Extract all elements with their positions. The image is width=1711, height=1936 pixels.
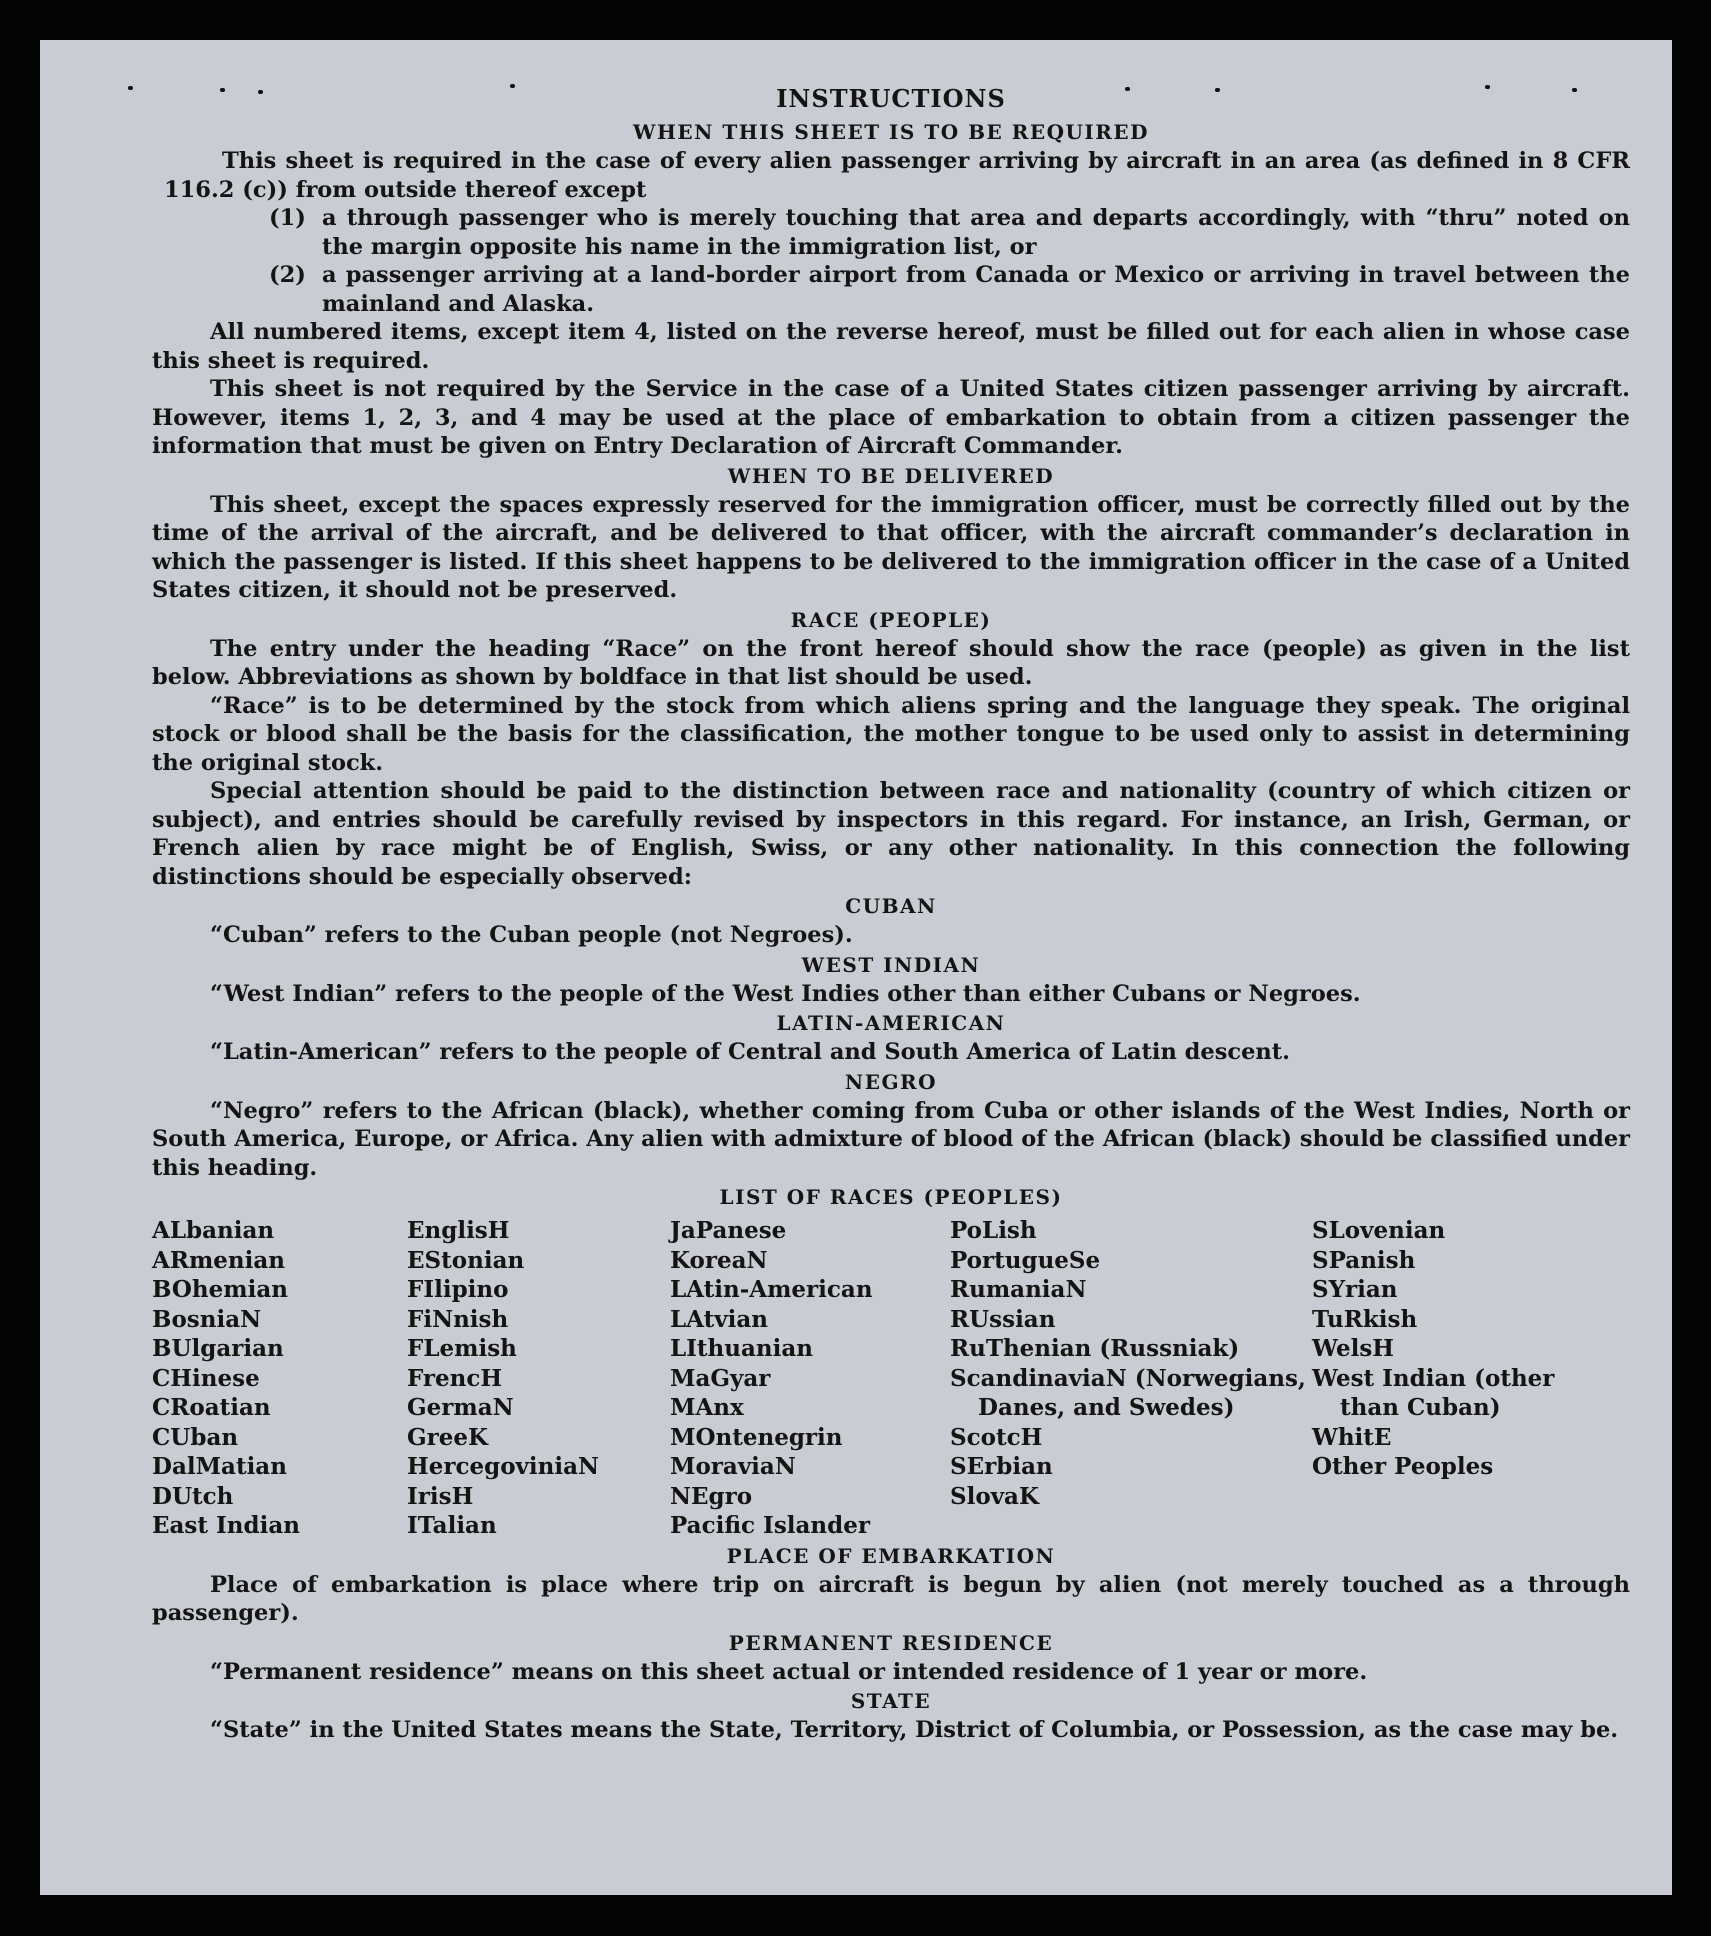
cuban-definition: “Cuban” refers to the Cuban people (not Negroes). bbox=[210, 922, 853, 948]
race-item: FIlipino bbox=[407, 1276, 509, 1303]
race-item: LAtvian bbox=[670, 1305, 768, 1333]
races-column-1 bbox=[152, 1216, 407, 1541]
race-item: ScotcH bbox=[950, 1423, 1043, 1451]
required-paragraph-3: This sheet is not required by the Service in the case of a United States citizen passenger arriving by aircraft. However, items 1, 2, 3, and 4 may be used at the place of embarkation to obtain from a citizen passenger the information that must be given on Entry Declaration of Aircraft Commander. bbox=[152, 376, 1630, 459]
speck bbox=[128, 86, 133, 90]
exception-text: a passenger arriving at a land-border airport from Canada or Mexico or arriving in travel between the mainland and Alaska. bbox=[322, 262, 1630, 317]
race-item: Other Peoples bbox=[1312, 1453, 1494, 1480]
race-item: WhitE bbox=[1312, 1423, 1392, 1451]
exception-item-2 bbox=[269, 261, 1630, 318]
race-item: KoreaN bbox=[670, 1246, 768, 1274]
race-paragraph-1: The entry under the heading “Race” on the front hereof should show the race (people) as given in the list below. Abbreviations as shown by boldface in that list should be used. bbox=[152, 635, 1630, 690]
page-title: INSTRUCTIONS bbox=[776, 84, 1006, 113]
exception-number: (1) bbox=[269, 205, 306, 231]
race-item: MAnx bbox=[670, 1394, 744, 1421]
race-item: JaPanese bbox=[670, 1217, 787, 1244]
race-item: DalMatian bbox=[152, 1453, 287, 1480]
exception-item-1 bbox=[269, 204, 1630, 261]
exception-number: (2) bbox=[269, 262, 306, 288]
race-item: HercegoviniaN bbox=[407, 1453, 600, 1480]
race-item: ARmenian bbox=[152, 1246, 286, 1274]
latin-american-definition: “Latin-American” refers to the people of Central and South America of Latin descent. bbox=[210, 1039, 1290, 1065]
race-item: EStonian bbox=[407, 1246, 525, 1274]
heading-place-of-embarkation: PLACE OF EMBARKATION bbox=[726, 1543, 1056, 1568]
race-paragraph-3: Special attention should be paid to the distinction between race and nationality (country of which citizen or subject), and entries should be carefully revised by inspectors in this regard. For instance, an Irish, German, or French alien by race might be of English, Swiss, or any other nationality. In this connection the following distinctions should be especially observed: bbox=[152, 778, 1630, 890]
heading-state: STATE bbox=[850, 1689, 932, 1713]
race-item: RUssian bbox=[950, 1305, 1056, 1333]
race-item: MOntenegrin bbox=[670, 1423, 843, 1451]
race-item: LIthuanian bbox=[670, 1335, 813, 1362]
race-item: PortugueSe bbox=[950, 1246, 1101, 1274]
heading-west-indian: WEST INDIAN bbox=[801, 952, 981, 977]
race-item: PoLish bbox=[950, 1217, 1037, 1244]
race-item: RumaniaN bbox=[950, 1276, 1087, 1303]
embarkation-definition: Place of embarkation is place where trip on aircraft is begun by alien (not merely touched as a through passenger). bbox=[152, 1571, 1630, 1626]
race-item: BosniaN bbox=[152, 1305, 262, 1333]
race-item: GermaN bbox=[407, 1394, 514, 1421]
race-item: ScandinaviaN (Norwegians, Danes, and Swedes) bbox=[950, 1364, 1306, 1421]
race-item: TuRkish bbox=[1312, 1305, 1418, 1333]
residence-definition: “Permanent residence” means on this sheet actual or intended residence of 1 year or more. bbox=[210, 1658, 1368, 1685]
heading-permanent-residence: PERMANENT RESIDENCE bbox=[728, 1630, 1054, 1655]
race-item: GreeK bbox=[407, 1423, 489, 1451]
race-item: SYrian bbox=[1312, 1276, 1398, 1303]
race-item: FiNnish bbox=[407, 1305, 509, 1333]
race-item: ITalian bbox=[407, 1512, 497, 1539]
race-item: SlovaK bbox=[950, 1482, 1039, 1510]
race-item: CHinese bbox=[152, 1364, 260, 1392]
races-list bbox=[152, 1216, 1630, 1541]
heading-race: RACE (PEOPLE) bbox=[790, 607, 992, 632]
exception-text: a through passenger who is merely touching that area and departs accordingly, with “thru” noted on the margin opposite his name in the immigration list, or bbox=[322, 205, 1630, 260]
race-item: ALbanian bbox=[152, 1217, 275, 1244]
race-item: EnglisH bbox=[407, 1217, 510, 1244]
race-item: LAtin-American bbox=[670, 1276, 873, 1303]
race-item: DUtch bbox=[152, 1482, 234, 1510]
heading-cuban: CUBAN bbox=[845, 894, 937, 918]
state-definition: “State” in the United States means the State, Territory, District of Columbia, or Possession, as the case may be. bbox=[210, 1717, 1619, 1743]
races-column-4 bbox=[950, 1216, 1312, 1541]
race-item: SPanish bbox=[1312, 1246, 1416, 1274]
required-paragraph-1: This sheet is required in the case of every alien passenger arriving by aircraft in an area (as defined in 8 CFR 116.2 (c)) from outside thereof except bbox=[164, 148, 1630, 203]
race-item: MoraviaN bbox=[670, 1453, 796, 1480]
races-column-2 bbox=[407, 1216, 670, 1541]
heading-when-required: WHEN THIS SHEET IS TO BE REQUIRED bbox=[633, 120, 1149, 144]
race-item: CRoatian bbox=[152, 1394, 271, 1421]
race-item: BUlgarian bbox=[152, 1335, 284, 1362]
race-item: MaGyar bbox=[670, 1364, 771, 1392]
race-item: BOhemian bbox=[152, 1276, 288, 1303]
race-item: Pacific Islander bbox=[670, 1512, 870, 1539]
heading-when-delivered: WHEN TO BE DELIVERED bbox=[727, 463, 1055, 488]
west-indian-definition: “West Indian” refers to the people of the West Indies other than either Cubans or Negroes. bbox=[210, 980, 1361, 1007]
race-item: East Indian bbox=[152, 1512, 300, 1539]
race-item: SLovenian bbox=[1312, 1217, 1446, 1244]
race-item: SErbian bbox=[950, 1453, 1053, 1480]
race-item: FLemish bbox=[407, 1335, 517, 1362]
race-item: RuThenian (Russniak) bbox=[950, 1335, 1240, 1362]
document-sheet bbox=[40, 40, 1672, 1895]
required-paragraph-2: All numbered items, except item 4, listed on the reverse hereof, must be filled out for each alien in whose case this sheet is required. bbox=[152, 319, 1630, 374]
race-item: NEgro bbox=[670, 1482, 753, 1510]
race-item: IrisH bbox=[407, 1482, 474, 1510]
heading-list-of-races: LIST OF RACES (PEOPLES) bbox=[719, 1185, 1063, 1209]
race-item: West Indian (other than Cuban) bbox=[1312, 1364, 1555, 1421]
heading-latin-american: LATIN-AMERICAN bbox=[776, 1011, 1006, 1035]
delivered-paragraph: This sheet, except the spaces expressly reserved for the immigration officer, must be correctly filled out by the time of the arrival of the aircraft, and be delivered to that officer, with the aircraft commander’s declaration in which the passenger is listed. If this sheet happens to be delivered to the immigration officer in the case of a United States citizen, it should not be preserved. bbox=[152, 491, 1630, 603]
race-item: WelsH bbox=[1312, 1335, 1395, 1362]
races-column-3 bbox=[670, 1216, 950, 1541]
heading-negro: NEGRO bbox=[844, 1069, 938, 1094]
race-paragraph-2: “Race” is to be determined by the stock from which aliens spring and the language they speak. The original stock or blood shall be the basis for the classification, the mother tongue to be used only to assist in determining the original stock. bbox=[152, 692, 1630, 776]
negro-definition: “Negro” refers to the African (black), whether coming from Cuba or other islands of the West Indies, North or South America, Europe, or Africa. Any alien with admixture of blood of the African (black) should be classified under this heading. bbox=[152, 1097, 1630, 1181]
instructions-content bbox=[152, 84, 1630, 1745]
race-item: CUban bbox=[152, 1423, 239, 1451]
race-item: FrencH bbox=[407, 1364, 503, 1392]
races-column-5 bbox=[1312, 1216, 1582, 1541]
